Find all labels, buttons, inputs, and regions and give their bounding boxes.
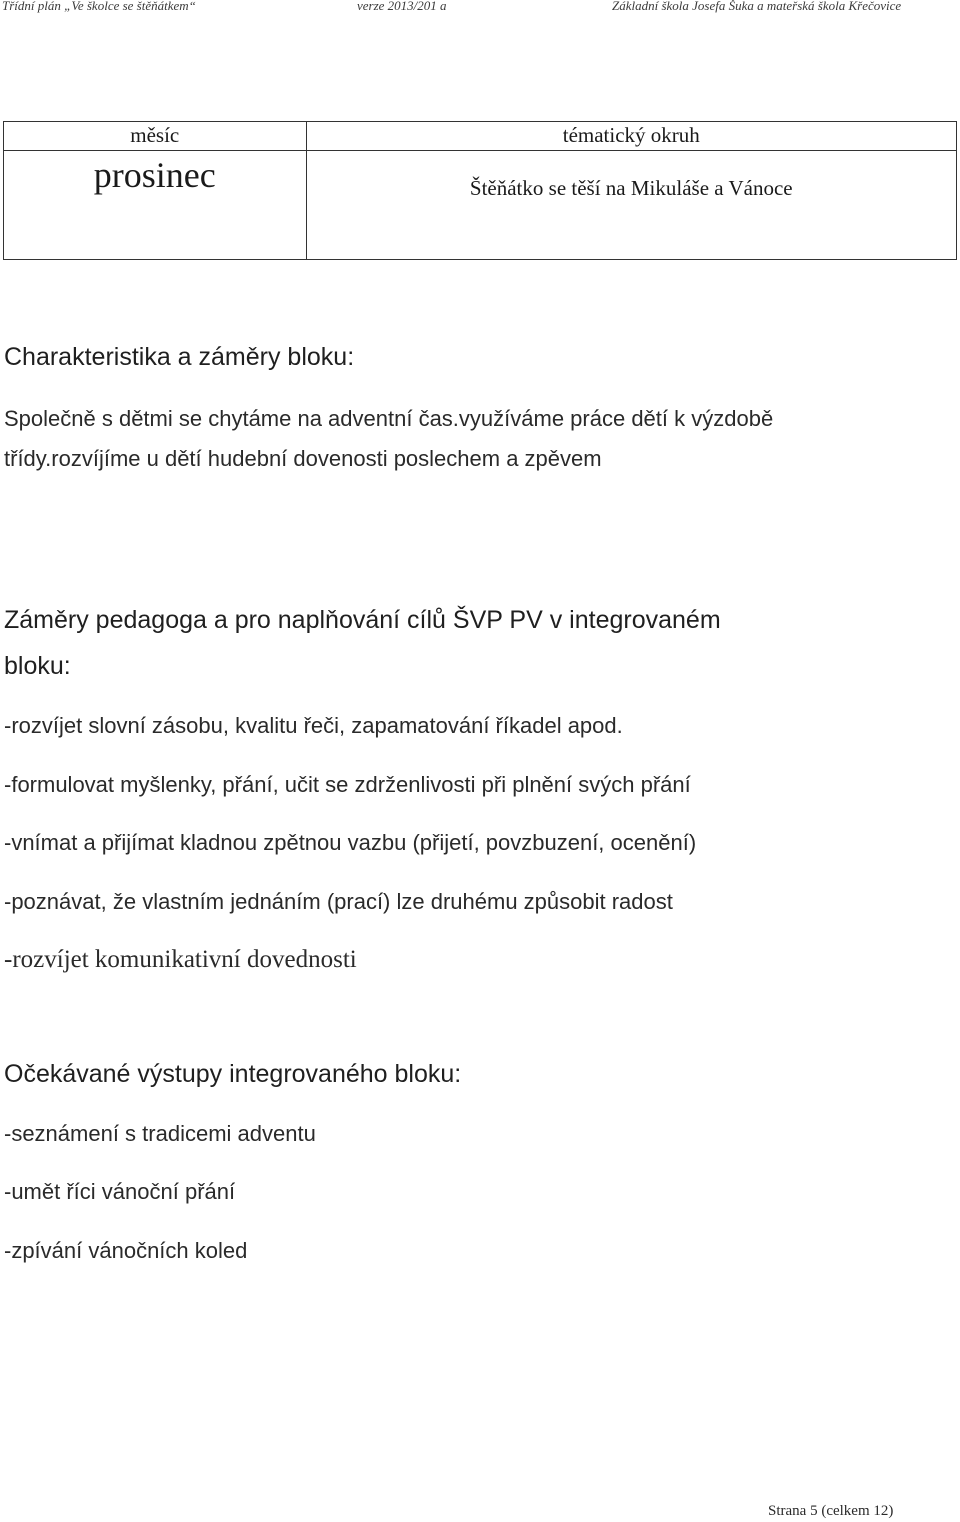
month-value-cell [4,151,307,260]
goals-item: -rozvíjet slovní zásobu, kvalitu řeči, zapamatování říkadel apod. [4,713,623,738]
page-header [0,0,960,12]
goals-item: -poznávat, že vlastním jednáním (prací) lze druhému způsobit radost [4,889,673,914]
outcomes-heading: Očekávané výstupy integrovaného bloku: [4,1060,462,1088]
goals-item: -vnímat a přijímat kladnou zpětnou vazbu (přijetí, povzbuzení, ocenění) [4,830,697,855]
goals-item: -formulovat myšlenky, přání, učit se zdrženlivosti při plnění svých přání [4,772,691,797]
goals-item: -rozvíjet komunikativní dovednosti [4,946,357,973]
topic-value-cell [306,151,956,260]
month-label-cell [4,122,307,151]
goals-heading-line-1: Záměry pedagoga a pro naplňování cílů ŠVP PV v integrovaném [4,606,721,634]
theme-table [3,121,957,260]
header-school-name: Základní škola Josefa Šuka a mateřská škola Křečovice [612,0,902,13]
outcomes-item: -seznámení s tradicemi adventu [4,1121,316,1146]
topic-label-cell [306,122,956,151]
page-number: Strana 5 (celkem 12) [768,1503,894,1519]
characteristics-line-1: Společně s dětmi se chytáme na adventní čas.využíváme práce dětí k výzdobě [4,406,774,431]
outcomes-item: -zpívání vánočních koled [4,1238,248,1263]
characteristics-heading: Charakteristika a záměry bloku: [4,343,355,371]
header-class-plan-title: Třídní plán „Ve školce se štěňátkem“ [2,0,196,13]
goals-heading-line-2: bloku: [4,652,71,680]
month-value: prosinec [93,155,216,195]
outcomes-item: -umět říci vánoční přání [4,1179,236,1204]
characteristics-line-2: třídy.rozvíjíme u dětí hudební dovenosti poslechem a zpěvem [4,446,602,471]
month-label: měsíc [130,123,180,147]
header-version: verze 2013/201 a [357,0,447,13]
topic-label: tématický okruh [562,123,700,147]
topic-value: Štěňátko se těší na Mikuláše a Vánoce [469,176,793,200]
